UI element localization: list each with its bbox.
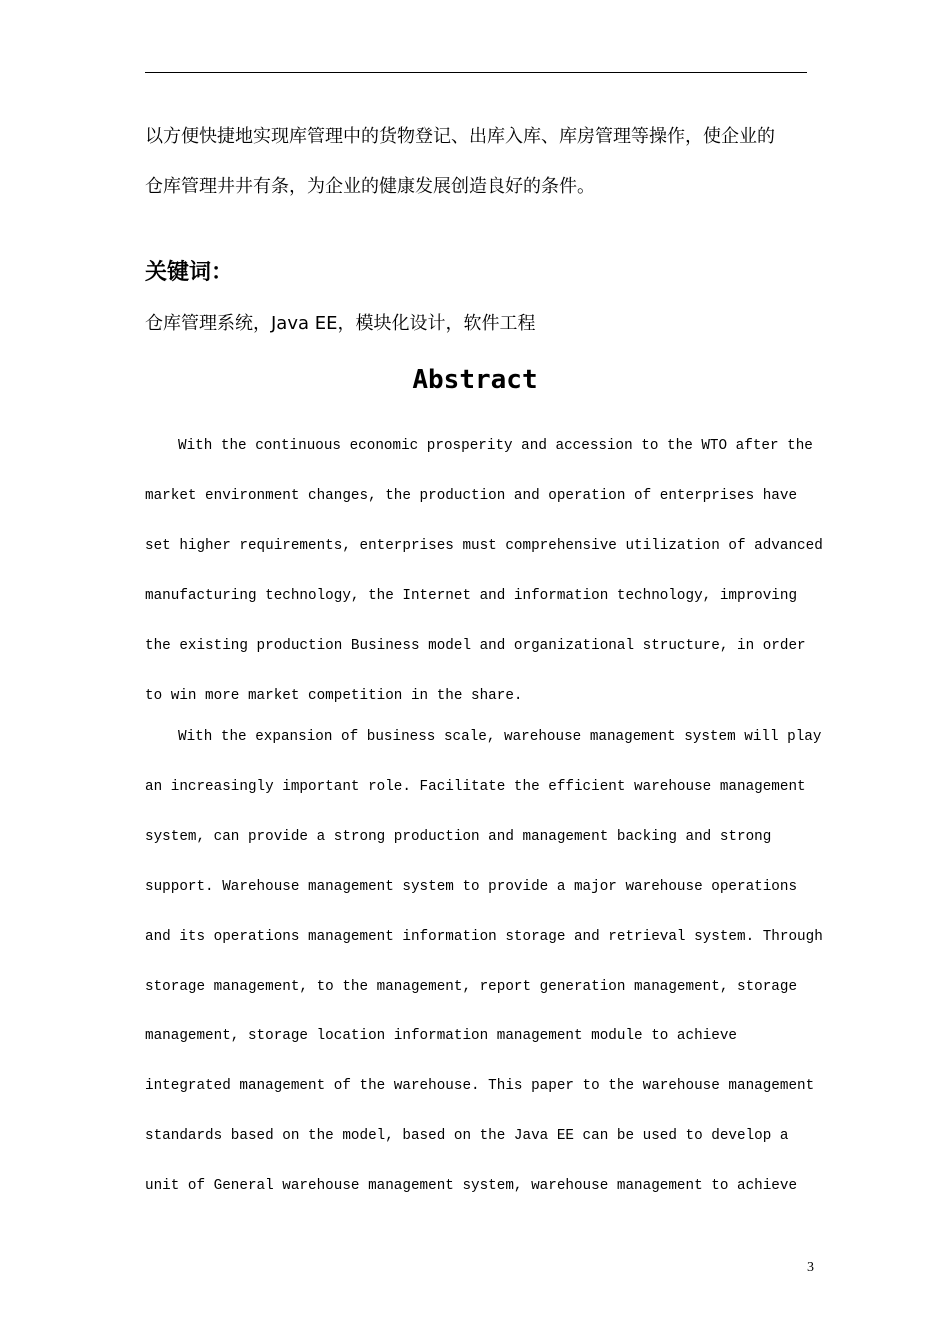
chinese-paragraph-line: 以方便快捷地实现库管理中的货物登记、出库入库、库房管理等操作，使企业的 bbox=[145, 126, 775, 147]
abstract-line: integrated management of the warehouse. This paper to the warehouse management bbox=[145, 1078, 815, 1094]
abstract-line: market environment changes, the production and operation of enterprises have bbox=[145, 488, 798, 504]
abstract-line: management, storage location information management module to achieve bbox=[145, 1028, 737, 1044]
page-number: 3 bbox=[807, 1260, 814, 1275]
abstract-line: standards based on the model, based on the Java EE can be used to develop a bbox=[145, 1128, 789, 1144]
abstract-heading: Abstract bbox=[412, 365, 538, 395]
abstract-line: to win more market competition in the share. bbox=[145, 688, 523, 704]
keywords-text: 仓库管理系统，Java EE，模块化设计，软件工程 bbox=[145, 313, 536, 334]
chinese-paragraph-line: 仓库管理井井有条，为企业的健康发展创造良好的条件。 bbox=[145, 176, 595, 197]
abstract-line: support. Warehouse management system to provide a major warehouse operations bbox=[145, 879, 798, 895]
abstract-line: With the expansion of business scale, warehouse management system will play bbox=[178, 729, 822, 745]
abstract-line: system, can provide a strong production and management backing and strong bbox=[145, 829, 772, 845]
header-rule bbox=[145, 72, 807, 73]
abstract-line: With the continuous economic prosperity and accession to the WTO after the bbox=[178, 438, 813, 454]
abstract-line: manufacturing technology, the Internet and information technology, improving bbox=[145, 588, 798, 604]
keywords-heading: 关键词： bbox=[145, 260, 234, 285]
abstract-line: and its operations management information storage and retrieval system. Through bbox=[145, 929, 823, 945]
abstract-line: set higher requirements, enterprises must comprehensive utilization of advanced bbox=[145, 538, 823, 554]
abstract-line: the existing production Business model and organizational structure, in order bbox=[145, 638, 806, 654]
abstract-line: storage management, to the management, report generation management, storage bbox=[145, 979, 798, 995]
abstract-line: an increasingly important role. Facilitate the efficient warehouse management bbox=[145, 779, 806, 795]
abstract-line: unit of General warehouse management system, warehouse management to achieve bbox=[145, 1178, 798, 1194]
